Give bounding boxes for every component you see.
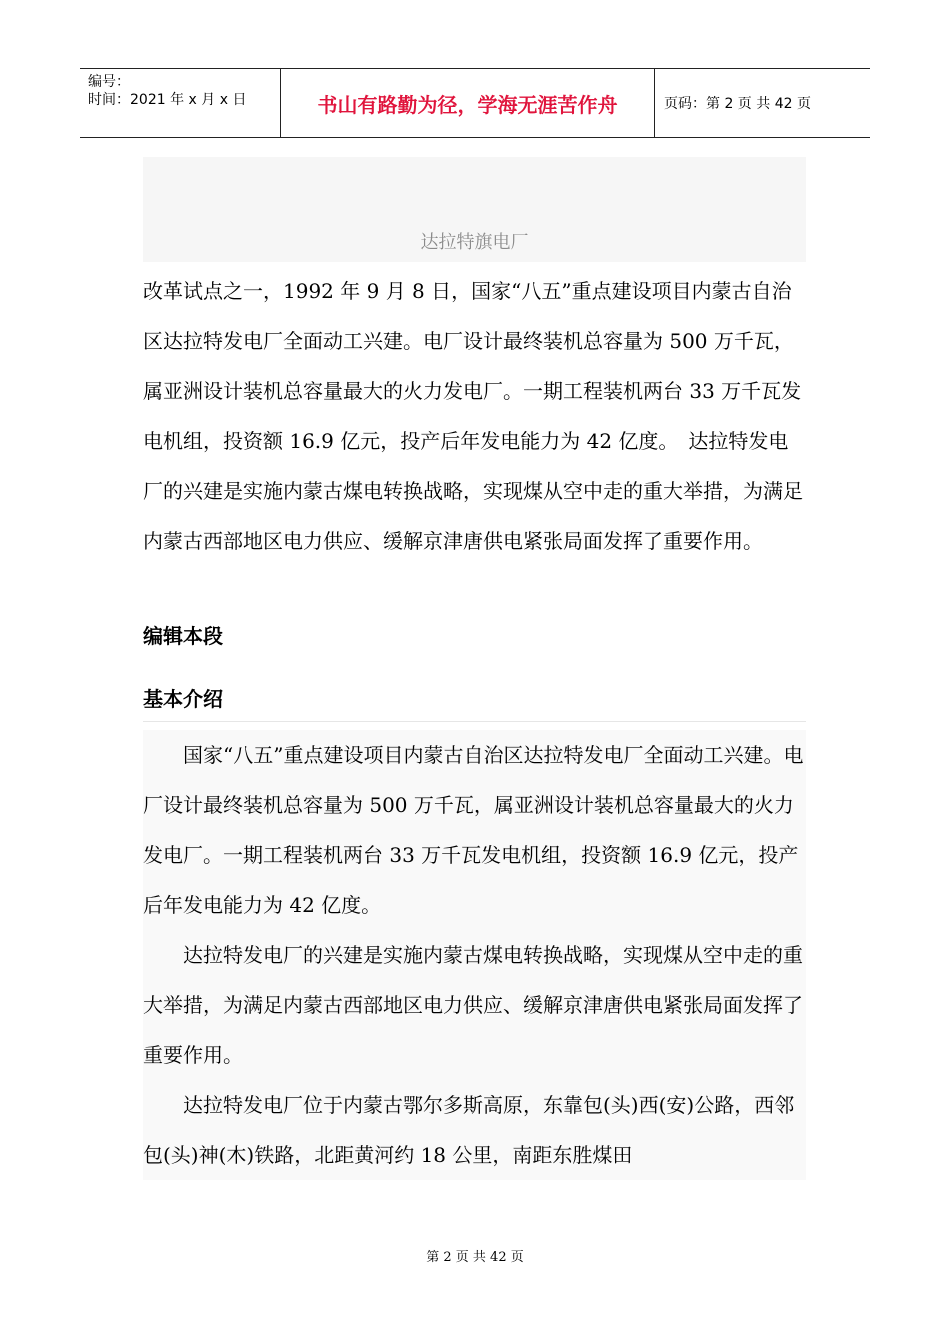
time-label: 时间：2021 年 x 月 x 日 bbox=[88, 92, 247, 108]
header-meta-cell bbox=[80, 69, 280, 137]
section-heading: 基本介绍 bbox=[143, 687, 223, 711]
intro-paragraph: 达拉特发电厂位于内蒙古鄂尔多斯高原，东靠包(头)西(安)公路，西邻包(头)神(木)铁路，北距黄河约 18 公里，南距东胜煤田 bbox=[143, 1093, 795, 1167]
number-label: 编号： bbox=[88, 74, 130, 90]
header-divider bbox=[654, 69, 655, 137]
intro-paragraph: 达拉特发电厂的兴建是实施内蒙古煤电转换战略，实现煤从空中走的重大举措，为满足内蒙古西部地区电力供应、缓解京津唐供电紧张局面发挥了重要作用。 bbox=[143, 943, 803, 1067]
title-box bbox=[143, 157, 806, 262]
paragraph: 改革试点之一，1992 年 9 月 8 日，国家“八五”重点建设项目内蒙古自治区达拉特发电厂全面动工兴建。电厂设计最终装机总容量为 500 万千瓦，属亚洲设计装机总容量最大的火力发电厂。一期工程装机两台 33 万千瓦发电机组，投资额 16.9 亿元，投产后年发电能力为 42 亿度。 达拉特发电厂的兴建是实施内蒙古煤电转换战略，实现煤从空中走的重大举措，为满足内蒙古西部地区电力供应、缓解京津唐供电紧张局面发挥了重要作用。 bbox=[143, 279, 803, 553]
intro-paragraph: 国家“八五”重点建设项目内蒙古自治区达拉特发电厂全面动工兴建。电厂设计最终装机总容量为 500 万千瓦，属亚洲设计装机总容量最大的火力发电厂。一期工程装机两台 33 万千瓦发电机组，投资额 16.9 亿元，投产后年发电能力为 42 亿度。 bbox=[143, 743, 804, 917]
motto: 书山有路勤为径，学海无涯苦作舟 bbox=[317, 92, 618, 117]
intro-section bbox=[143, 730, 806, 1180]
edit-section-link[interactable]: 编辑本段 bbox=[143, 624, 223, 648]
divider bbox=[143, 721, 806, 722]
page-footer: 第 2 页 共 42 页 bbox=[426, 1250, 524, 1265]
header-table bbox=[80, 68, 870, 138]
page-title: 达拉特旗电厂 bbox=[420, 232, 529, 253]
page-label: 页码：第 2 页 共 42 页 bbox=[664, 96, 811, 112]
